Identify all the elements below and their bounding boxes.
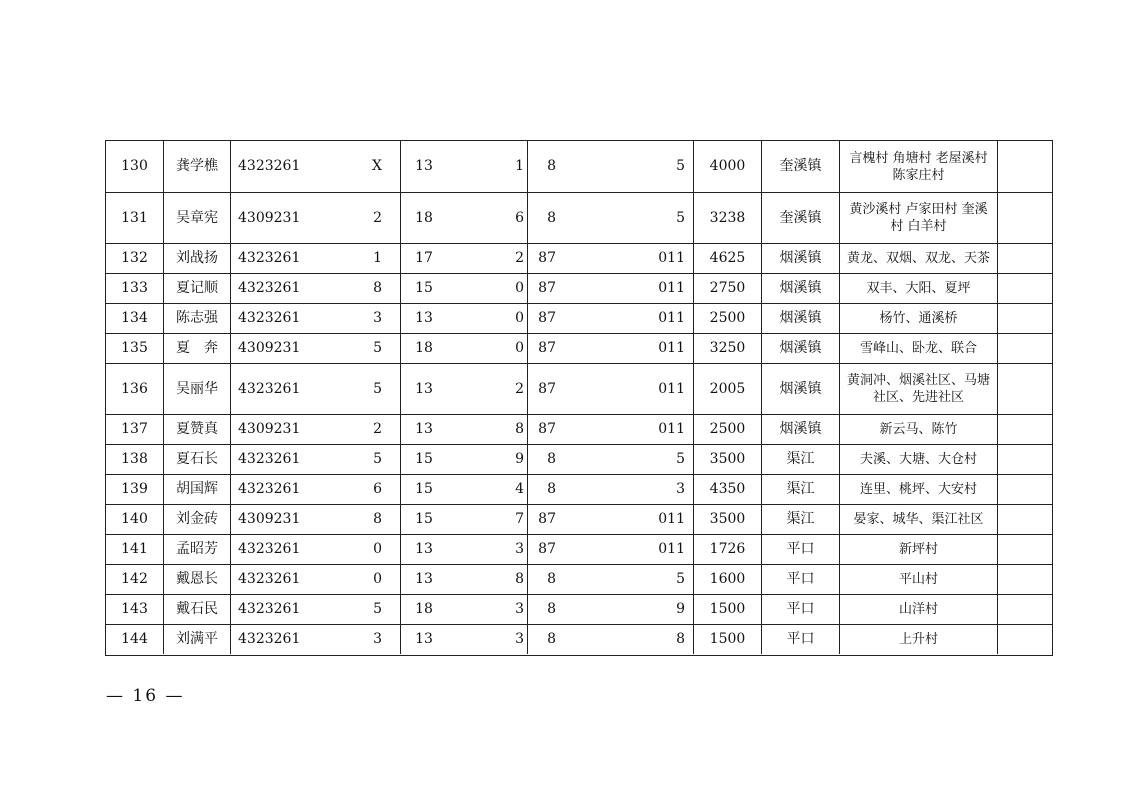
cell-town: 渠江 <box>761 475 839 504</box>
cell-town: 烟溪镇 <box>761 274 839 303</box>
cell-c3: 8 <box>527 141 557 192</box>
cell-c3: 8 <box>527 565 557 594</box>
cell-villages: 双丰、大阳、夏坪 <box>839 274 997 303</box>
cell-blank <box>997 445 1052 474</box>
table-row <box>106 192 1052 243</box>
table-row <box>106 273 1052 303</box>
cell-c2: 0 <box>515 340 524 356</box>
cell-c3: 8 <box>527 193 557 243</box>
cell-c4: 011 <box>658 250 685 266</box>
cell-c2: 2 <box>515 250 524 266</box>
cell-c4: 011 <box>658 380 685 397</box>
cell-c1: 13 <box>400 415 447 444</box>
cell-id-b: 8 <box>373 511 382 527</box>
cell-c1: 13 <box>400 364 447 414</box>
cell-town: 烟溪镇 <box>761 334 839 363</box>
cell-c3: 87 <box>527 505 557 534</box>
cell-c1: 13 <box>400 535 447 564</box>
cell-town: 渠江 <box>761 505 839 534</box>
cell-no: 142 <box>121 571 148 587</box>
cell-c2: 0 <box>515 280 524 296</box>
cell-id-a: 4323261 <box>230 565 304 594</box>
cell-c2: 7 <box>515 511 524 527</box>
cell-id-a: 4309231 <box>230 415 304 444</box>
cell-id-b: 3 <box>373 310 382 326</box>
table-row <box>106 363 1052 414</box>
cell-c4: 011 <box>658 280 685 296</box>
cell-id-a: 4323261 <box>230 445 304 474</box>
cell-name: 夏 奔 <box>163 334 230 363</box>
cell-id-a: 4323261 <box>230 141 304 192</box>
cell-no: 134 <box>121 310 148 326</box>
cell-id-b: 2 <box>373 421 382 437</box>
table-row <box>106 594 1052 624</box>
cell-amount: 3500 <box>693 505 761 534</box>
cell-c2: 8 <box>515 421 524 437</box>
cell-town: 烟溪镇 <box>761 364 839 414</box>
cell-id-a: 4323261 <box>230 475 304 504</box>
cell-c3: 8 <box>527 475 557 504</box>
cell-c2: 9 <box>515 451 524 467</box>
cell-c3: 8 <box>527 625 557 654</box>
cell-blank <box>997 565 1052 594</box>
cell-villages: 山洋村 <box>839 595 997 624</box>
cell-c1: 15 <box>400 445 447 474</box>
cell-c4: 011 <box>658 511 685 527</box>
table-row <box>106 243 1052 273</box>
cell-no: 135 <box>121 340 148 356</box>
cell-c3: 87 <box>527 304 557 333</box>
cell-amount: 3250 <box>693 334 761 363</box>
cell-blank <box>997 274 1052 303</box>
cell-name: 夏赞真 <box>163 415 230 444</box>
cell-town: 平口 <box>761 535 839 564</box>
cell-c2: 3 <box>515 541 524 557</box>
cell-id-a: 4323261 <box>230 304 304 333</box>
cell-no: 130 <box>121 158 148 174</box>
cell-name: 戴恩长 <box>163 565 230 594</box>
cell-no: 137 <box>121 421 148 437</box>
cell-no: 132 <box>121 250 148 266</box>
cell-id-b: 1 <box>373 250 382 266</box>
cell-amount: 2005 <box>693 364 761 414</box>
cell-blank <box>997 625 1052 654</box>
cell-villages: 黄沙溪村 卢家田村 奎溪村 白羊村 <box>839 193 997 243</box>
cell-c3: 87 <box>527 535 557 564</box>
cell-c1: 15 <box>400 475 447 504</box>
cell-c3: 8 <box>527 445 557 474</box>
cell-c1: 15 <box>400 505 447 534</box>
cell-blank <box>997 415 1052 444</box>
cell-town: 奎溪镇 <box>761 193 839 243</box>
cell-c3: 87 <box>527 415 557 444</box>
cell-town: 平口 <box>761 625 839 654</box>
cell-c3: 87 <box>527 334 557 363</box>
cell-name: 孟昭芳 <box>163 535 230 564</box>
cell-villages: 言槐村 角塘村 老屋溪村 陈家庄村 <box>839 141 997 192</box>
page-number: — 16 — <box>106 686 185 706</box>
cell-c4: 011 <box>658 421 685 437</box>
cell-blank <box>997 193 1052 243</box>
cell-id-a: 4309231 <box>230 334 304 363</box>
table-row <box>106 534 1052 564</box>
cell-name: 刘满平 <box>163 625 230 654</box>
cell-c2: 3 <box>515 601 524 617</box>
cell-c2: 0 <box>515 310 524 326</box>
cell-name: 夏石长 <box>163 445 230 474</box>
cell-blank <box>997 505 1052 534</box>
cell-blank <box>997 475 1052 504</box>
cell-name: 夏记顺 <box>163 274 230 303</box>
cell-town: 奎溪镇 <box>761 141 839 192</box>
cell-id-a: 4309231 <box>230 193 304 243</box>
cell-id-a: 4323261 <box>230 595 304 624</box>
table-row <box>106 333 1052 363</box>
cell-amount: 1500 <box>693 625 761 654</box>
cell-villages: 黄洞冲、烟溪社区、马塘社区、先进社区 <box>839 364 997 414</box>
cell-c1: 13 <box>400 141 447 192</box>
cell-amount: 2500 <box>693 304 761 333</box>
cell-c1: 13 <box>400 304 447 333</box>
cell-amount: 3238 <box>693 193 761 243</box>
table-row <box>106 414 1052 444</box>
cell-c3: 87 <box>527 244 557 273</box>
cell-id-b: 2 <box>373 209 382 226</box>
table-row <box>106 504 1052 534</box>
cell-amount: 4350 <box>693 475 761 504</box>
cell-c2: 3 <box>515 631 524 647</box>
cell-blank <box>997 304 1052 333</box>
cell-id-b: 3 <box>373 631 382 647</box>
cell-amount: 2750 <box>693 274 761 303</box>
cell-id-a: 4309231 <box>230 505 304 534</box>
cell-c4: 011 <box>658 340 685 356</box>
cell-id-b: 0 <box>373 571 382 587</box>
cell-c1: 18 <box>400 334 447 363</box>
cell-name: 龚学樵 <box>163 141 230 192</box>
cell-c4: 3 <box>676 481 685 497</box>
cell-town: 烟溪镇 <box>761 304 839 333</box>
cell-amount: 3500 <box>693 445 761 474</box>
cell-c2: 8 <box>515 571 524 587</box>
cell-c3: 87 <box>527 274 557 303</box>
cell-no: 143 <box>121 601 148 617</box>
cell-c2: 4 <box>515 481 524 497</box>
cell-no: 131 <box>121 209 148 226</box>
cell-id-b: 5 <box>373 380 382 397</box>
cell-town: 烟溪镇 <box>761 244 839 273</box>
cell-id-b: 5 <box>373 601 382 617</box>
table-row <box>106 141 1052 192</box>
cell-villages: 连里、桃坪、大安村 <box>839 475 997 504</box>
cell-c2: 6 <box>515 209 524 226</box>
cell-name: 戴石民 <box>163 595 230 624</box>
cell-id-b: 8 <box>373 280 382 296</box>
cell-town: 平口 <box>761 565 839 594</box>
cell-villages: 黄龙、双烟、双龙、天茶 <box>839 244 997 273</box>
cell-c4: 5 <box>676 571 685 587</box>
cell-c4: 011 <box>658 310 685 326</box>
cell-villages: 新云马、陈竹 <box>839 415 997 444</box>
cell-c1: 18 <box>400 193 447 243</box>
cell-c1: 18 <box>400 595 447 624</box>
table-row <box>106 303 1052 333</box>
cell-amount: 4000 <box>693 141 761 192</box>
cell-name: 胡国辉 <box>163 475 230 504</box>
cell-no: 136 <box>121 380 148 397</box>
cell-town: 渠江 <box>761 445 839 474</box>
table-row <box>106 444 1052 474</box>
cell-id-a: 4323261 <box>230 274 304 303</box>
cell-villages: 上升村 <box>839 625 997 654</box>
cell-villages: 晏家、城华、渠江社区 <box>839 505 997 534</box>
cell-amount: 1500 <box>693 595 761 624</box>
cell-id-b: 5 <box>373 451 382 467</box>
cell-blank <box>997 334 1052 363</box>
cell-no: 141 <box>121 541 148 557</box>
cell-name: 刘金砖 <box>163 505 230 534</box>
cell-villages: 夫溪、大塘、大仓村 <box>839 445 997 474</box>
cell-town: 平口 <box>761 595 839 624</box>
cell-c1: 15 <box>400 274 447 303</box>
table-row <box>106 474 1052 504</box>
cell-villages: 平山村 <box>839 565 997 594</box>
cell-c3: 8 <box>527 595 557 624</box>
data-table <box>105 140 1053 656</box>
table-row <box>106 564 1052 594</box>
cell-no: 144 <box>121 631 148 647</box>
cell-c1: 17 <box>400 244 447 273</box>
cell-c2: 1 <box>515 158 524 174</box>
cell-blank <box>997 535 1052 564</box>
cell-c1: 13 <box>400 625 447 654</box>
cell-blank <box>997 244 1052 273</box>
cell-id-b: 0 <box>373 541 382 557</box>
cell-id-b: 5 <box>373 340 382 356</box>
cell-id-a: 4323261 <box>230 625 304 654</box>
cell-c4: 011 <box>658 541 685 557</box>
cell-no: 138 <box>121 451 148 467</box>
cell-amount: 1600 <box>693 565 761 594</box>
cell-name: 陈志强 <box>163 304 230 333</box>
cell-town: 烟溪镇 <box>761 415 839 444</box>
cell-c3: 87 <box>527 364 557 414</box>
cell-id-a: 4323261 <box>230 244 304 273</box>
cell-no: 139 <box>121 481 148 497</box>
cell-villages: 新坪村 <box>839 535 997 564</box>
cell-name: 刘战扬 <box>163 244 230 273</box>
cell-amount: 4625 <box>693 244 761 273</box>
cell-c4: 9 <box>676 601 685 617</box>
cell-blank <box>997 595 1052 624</box>
cell-c4: 8 <box>676 631 685 647</box>
cell-name: 吴丽华 <box>163 364 230 414</box>
cell-id-a: 4323261 <box>230 535 304 564</box>
cell-no: 133 <box>121 280 148 296</box>
cell-c2: 2 <box>515 380 524 397</box>
cell-villages: 雪峰山、卧龙、联合 <box>839 334 997 363</box>
cell-amount: 1726 <box>693 535 761 564</box>
cell-id-b: X <box>372 158 382 174</box>
cell-blank <box>997 364 1052 414</box>
cell-c1: 13 <box>400 565 447 594</box>
table-row <box>106 624 1052 654</box>
cell-name: 吴章宪 <box>163 193 230 243</box>
cell-no: 140 <box>121 511 148 527</box>
cell-c4: 5 <box>676 451 685 467</box>
cell-blank <box>997 141 1052 192</box>
cell-amount: 2500 <box>693 415 761 444</box>
cell-id-a: 4323261 <box>230 364 304 414</box>
cell-c4: 5 <box>676 158 685 174</box>
cell-id-b: 6 <box>373 481 382 497</box>
cell-c4: 5 <box>676 209 685 226</box>
cell-villages: 杨竹、通溪桥 <box>839 304 997 333</box>
